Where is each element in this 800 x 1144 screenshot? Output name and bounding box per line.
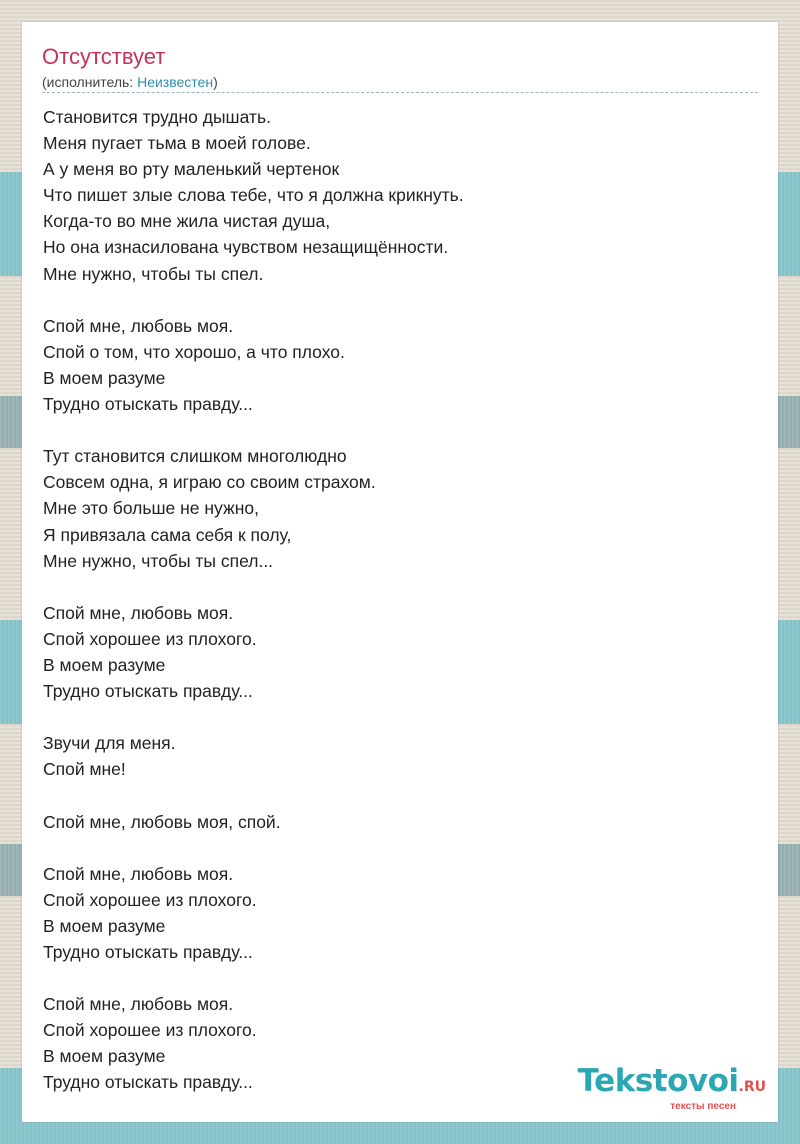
lyric-line: Трудно отыскать правду...: [43, 681, 253, 702]
lyric-line: Когда-то во мне жила чистая душа,: [43, 211, 331, 232]
artist-prefix: (исполнитель:: [42, 74, 138, 90]
logo-name: Tekstovoi: [577, 1063, 739, 1099]
stanza-break: [43, 417, 743, 443]
lyric-line: Становится трудно дышать.: [43, 107, 271, 127]
lyric-line: Я привязала сама себя к полу,: [43, 524, 292, 545]
lyric-line: Спой мне!: [43, 759, 126, 780]
lyric-line: В моем разуме: [43, 915, 166, 936]
logo-tld: .RU: [738, 1079, 766, 1095]
lyric-line: Спой мне, любовь моя.: [43, 994, 234, 1015]
lyric-line: В моем разуме: [43, 1046, 166, 1067]
lyric-line: Трудно отыскать правду...: [43, 394, 253, 415]
site-logo[interactable]: [578, 1064, 766, 1112]
artist-link[interactable]: Неизвестен: [137, 74, 214, 90]
lyric-line: Меня пугает тьма в моей голове.: [43, 133, 311, 154]
lyric-line: Но она изнасилована чувством незащищённости.: [43, 237, 449, 258]
stanza-break: [43, 704, 743, 730]
stanza-break: [43, 574, 743, 600]
lyric-line: Мне это больше не нужно,: [43, 498, 259, 519]
lyric-line: Спой хорошее из плохого.: [43, 628, 257, 649]
logo-wordmark: [578, 1064, 766, 1104]
lyric-line: А у меня во рту маленький чертенок: [43, 159, 340, 180]
lyrics-card: [22, 22, 778, 1122]
stanza-break: [43, 287, 743, 313]
lyric-line: Спой мне, любовь моя, спой.: [43, 811, 281, 832]
lyric-line: Трудно отыскать правду...: [43, 1072, 253, 1093]
song-title: Отсутствует: [42, 44, 166, 69]
lyrics-text: [43, 104, 743, 1096]
artist-suffix: ): [213, 74, 218, 90]
lyric-line: Совсем одна, я играю со своим страхом.: [43, 472, 376, 493]
lyric-line: Спой хорошее из плохого.: [43, 1020, 257, 1041]
lyric-line: Тут становится слишком многолюдно: [43, 446, 347, 467]
lyric-line: Спой хорошее из плохого.: [43, 889, 257, 910]
lyric-line: Спой о том, что хорошо, а что плохо.: [43, 341, 345, 362]
lyric-line: Спой мне, любовь моя.: [43, 602, 234, 623]
title-divider: [42, 92, 758, 93]
stanza-break: [43, 965, 743, 991]
lyric-line: Мне нужно, чтобы ты спел.: [43, 263, 264, 284]
lyric-line: Звучи для меня.: [43, 733, 176, 754]
lyric-line: Спой мне, любовь моя.: [43, 863, 234, 884]
stanza-break: [43, 782, 743, 808]
artist-line: [42, 73, 218, 91]
lyric-line: Трудно отыскать правду...: [43, 942, 253, 962]
lyric-line: Что пишет злые слова тебе, что я должна крикнуть.: [43, 185, 464, 206]
lyric-line: Спой мне, любовь моя.: [43, 315, 234, 336]
lyric-line: В моем разуме: [43, 654, 166, 675]
logo-subtitle: тексты песен: [670, 1101, 736, 1112]
lyric-line: В моем разуме: [43, 367, 166, 388]
lyric-line: Мне нужно, чтобы ты спел...: [43, 550, 274, 571]
stanza-break: [43, 835, 743, 861]
